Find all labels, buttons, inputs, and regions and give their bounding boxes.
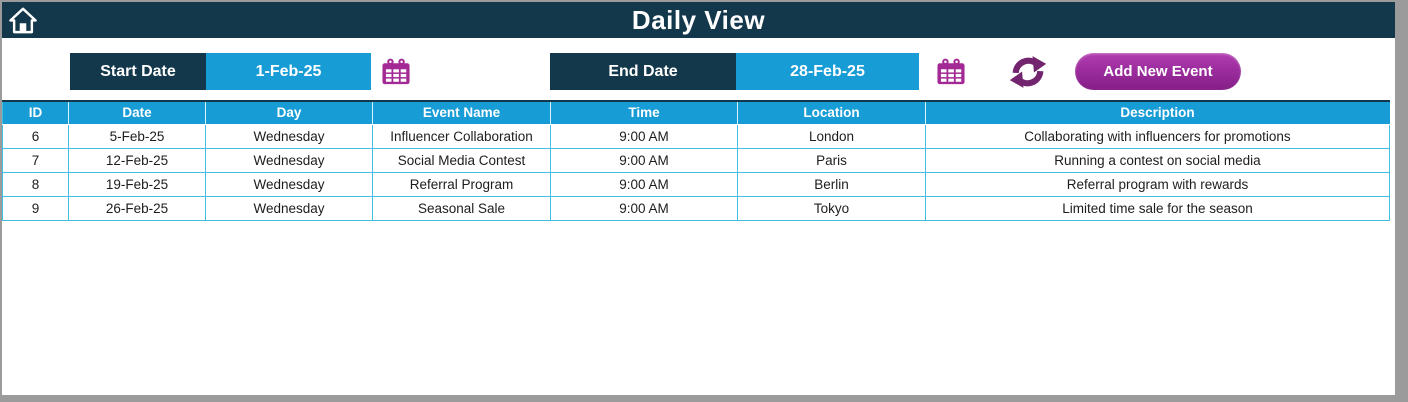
table-cell[interactable]: Wednesday [206,124,373,148]
table-cell[interactable]: 7 [3,148,69,172]
add-new-event-button[interactable]: Add New Event [1075,53,1241,90]
start-date-calendar-button[interactable] [382,58,410,85]
calendar-icon [382,58,410,85]
table-header [3,101,1390,124]
table-cell[interactable]: Wednesday [206,196,373,220]
table-cell[interactable]: Wednesday [206,148,373,172]
table-row [3,148,1390,172]
table-cell[interactable]: 9:00 AM [551,124,738,148]
end-date-group [550,53,919,90]
table-cell[interactable]: Berlin [738,172,926,196]
start-date-value[interactable]: 1-Feb-25 [206,53,371,90]
table-row [3,196,1390,220]
table-cell[interactable]: Referral program with rewards [926,172,1390,196]
table-cell[interactable]: 19-Feb-25 [69,172,206,196]
start-date-label: Start Date [70,53,206,90]
column-header: Location [738,101,926,124]
table-cell[interactable]: 26-Feb-25 [69,196,206,220]
home-icon [8,6,38,34]
table-cell[interactable]: Referral Program [373,172,551,196]
title-bar [2,2,1395,38]
table-row [3,172,1390,196]
column-header: ID [3,101,69,124]
end-date-label: End Date [550,53,736,90]
table-cell[interactable]: Limited time sale for the season [926,196,1390,220]
start-date-group [70,53,371,90]
table-cell[interactable]: Collaborating with influencers for promotions [926,124,1390,148]
table-cell[interactable]: Seasonal Sale [373,196,551,220]
refresh-button[interactable] [1007,52,1049,92]
table-cell[interactable]: 9:00 AM [551,148,738,172]
table-body [3,124,1390,220]
table-cell[interactable]: 6 [3,124,69,148]
column-header: Time [551,101,738,124]
table-cell[interactable]: 12-Feb-25 [69,148,206,172]
table-cell[interactable]: 9:00 AM [551,196,738,220]
table-cell[interactable]: 9:00 AM [551,172,738,196]
table-cell[interactable]: Tokyo [738,196,926,220]
table-cell[interactable]: Paris [738,148,926,172]
table-cell[interactable]: London [738,124,926,148]
table-cell[interactable]: Wednesday [206,172,373,196]
table-cell[interactable]: 8 [3,172,69,196]
table-cell[interactable]: Running a contest on social media [926,148,1390,172]
end-date-value[interactable]: 28-Feb-25 [736,53,919,90]
table-row [3,124,1390,148]
column-header: Day [206,101,373,124]
calendar-icon [937,58,965,85]
home-button[interactable] [6,4,40,36]
events-table [2,100,1390,221]
table-cell[interactable]: Influencer Collaboration [373,124,551,148]
column-header: Description [926,101,1390,124]
toolbar [2,53,1395,90]
table-cell[interactable]: Social Media Contest [373,148,551,172]
table-cell[interactable]: 9 [3,196,69,220]
end-date-calendar-button[interactable] [937,58,965,85]
page-title: Daily View [631,4,766,35]
column-header: Event Name [373,101,551,124]
column-header: Date [69,101,206,124]
refresh-sync-icon [1007,52,1049,92]
table-cell[interactable]: 5-Feb-25 [69,124,206,148]
